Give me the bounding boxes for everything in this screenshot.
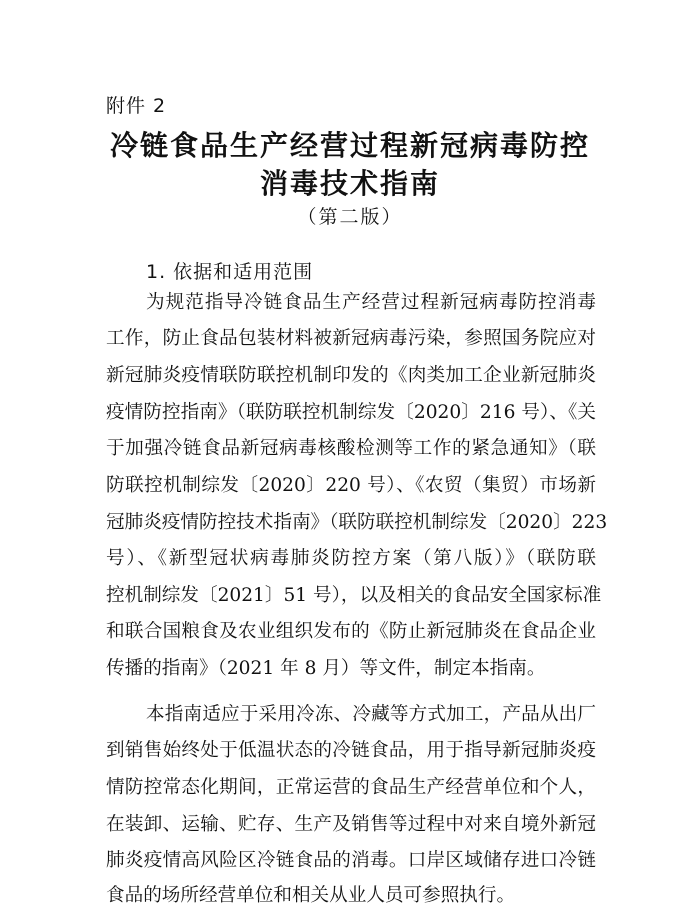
paragraph-line: 到销售始终处于低温状态的冷链食品，用于指导新冠肺炎疫 <box>106 740 596 761</box>
paragraph-line: 本指南适应于采用冷冻、冷藏等方式加工，产品从出厂 <box>146 704 596 725</box>
paragraph-line: 和联合国粮食及农业组织发布的《防止新冠肺炎在食品企业 <box>106 621 596 642</box>
paragraph-line: 在装卸、运输、贮存、生产及销售等过程中对来自境外新冠 <box>106 814 596 835</box>
paragraph-line: 防联控机制综发〔2020〕220 号）、《农贸（集贸）市场新 <box>106 475 596 496</box>
paragraph-line: 传播的指南》（2021 年 8 月）等文件，制定本指南。 <box>106 658 546 679</box>
paragraph-line: 工作，防止食品包装材料被新冠病毒污染，参照国务院应对 <box>106 328 596 349</box>
paragraph-line: 疫情防控指南》（联防联控机制综发〔2020〕216 号）、《关 <box>106 402 596 423</box>
paragraph-line: 号）、《新型冠状病毒肺炎防控方案（第八版）》（联防联 <box>106 548 596 569</box>
paragraph-line: 肺炎疫情高风险区冷链食品的消毒。口岸区域储存进口冷链 <box>106 850 596 871</box>
document-title-line-1: 冷链食品生产经营过程新冠病毒防控 <box>109 129 590 162</box>
paragraph-line: 为规范指导冷链食品生产经营过程新冠病毒防控消毒 <box>146 292 596 313</box>
edition-label: （第二版） <box>297 206 403 228</box>
section-heading: 1. 依据和适用范围 <box>146 261 314 283</box>
paragraph-line: 食品的场所经营单位和相关从业人员可参照执行。 <box>106 885 516 906</box>
paragraph-line: 新冠肺炎疫情联防联控机制印发的《肉类加工企业新冠肺炎 <box>106 365 596 386</box>
paragraph-line: 冠肺炎疫情防控技术指南》（联防联控机制综发〔2020〕223 <box>106 512 608 533</box>
paragraph-line: 情防控常态化期间，正常运营的食品生产经营单位和个人， <box>106 777 596 798</box>
document-title-line-2: 消毒技术指南 <box>259 167 440 200</box>
paragraph-line: 控机制综发〔2021〕51 号），以及相关的食品安全国家标准 <box>106 585 602 606</box>
paragraph-line: 于加强冷链食品新冠病毒核酸检测等工作的紧急通知》（联 <box>106 438 596 459</box>
attachment-label: 附件 2 <box>106 95 167 117</box>
